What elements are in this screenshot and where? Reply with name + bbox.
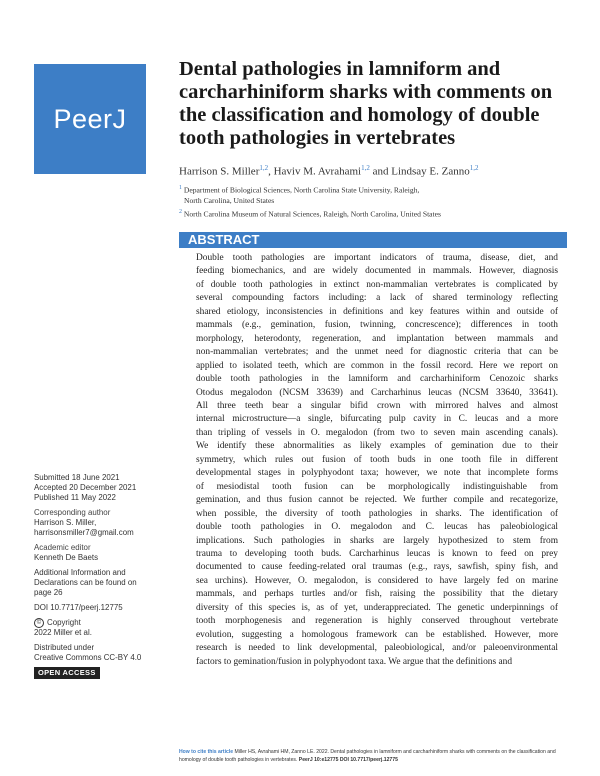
copyright-value: 2022 Miller et al.: [34, 628, 92, 637]
abstract-line: Double tooth pathologies are important indicators of trauma, disease, diet, and: [196, 253, 558, 263]
author-name[interactable]: Lindsay E. Zanno: [391, 165, 470, 178]
abstract-line: diversity of this species is, as of yet, underappreciated. The genetic underpinnings of: [196, 602, 558, 613]
abstract-line: internal microstructure—a single, bifurcating pulp cavity in C. leucas and a more: [196, 414, 558, 425]
abstract-line: implications. Such pathologies in sharks are largely hypothesized to stem from: [196, 535, 558, 546]
abstract-line: factors to gemination/fusion in polyphyodont taxa. We argue that the definitions and: [196, 656, 513, 667]
author-affiliation-ref: 1,2: [469, 164, 479, 172]
affiliation: $^1$ Department of Biological Sciences, North Carolina State University, Raleigh, North Carolina, United States: [179, 185, 420, 205]
cite-label: How to cite this article: [179, 749, 234, 755]
author-affiliation-ref: 1,2: [361, 164, 370, 172]
abstract-line: mammals, and perhaps turtles and/or fish, raising the possibility that the dietary: [196, 589, 558, 600]
abstract-line: mammals (e.g., gemination, fusion, twinning, concrescence); differences in tooth: [196, 320, 558, 331]
abstract-line: research is needed to link developmental, paleobiological, and/or paleoenvironmental: [196, 643, 558, 654]
abstract-line: several compounding factors including: a lack of shared terminology reflecting: [196, 293, 558, 304]
abstract-line: gemination, and thus fusion cannot be rejected. We further compile and recategorize,: [196, 495, 558, 506]
doi-link[interactable]: DOI 10.7717/peerj.12775: [34, 603, 123, 612]
accepted-date: Accepted 20 December 2021: [34, 483, 137, 492]
published-date: Published 11 May 2022: [34, 493, 116, 502]
additional-info-line[interactable]: page 26: [34, 588, 63, 597]
distributed-label: Distributed under: [34, 643, 95, 652]
abstract-line: morphology, heterodonty, regeneration, and implantation between mammals and: [196, 333, 558, 344]
abstract-line: feeding biomechanics, and are widely documented in mammals. However, diagnosis: [196, 266, 558, 277]
author-list: Harrison S. Miller$^{1,2}$, Haviv M. Avrahami$^{1,2}$ and Lindsay E. Zanno$^{1,2}$: [179, 164, 479, 178]
abstract-line: tooth morphogenesis and regeneration is highly conserved throughout vertebrate: [196, 616, 558, 627]
peerj-logo: [34, 64, 146, 174]
open-access-badge: OPEN ACCESS: [34, 667, 100, 679]
corresponding-author-email[interactable]: harrisonsmiller7@gmail.com: [34, 528, 134, 537]
citation-footer: [179, 748, 574, 764]
article-info-sidebar: [34, 473, 174, 679]
abstract-line: than tripling of vessels in O. megalodon (from two to seven main ascending canals).: [196, 427, 558, 438]
submitted-date: Submitted 18 June 2021: [34, 473, 120, 482]
abstract-line: developmental stages in polyphyodont taxa; however, we note that incomplete forms: [196, 468, 558, 479]
abstract-line: We identify these abnormalities as likely examples of gemination due to their: [196, 441, 558, 452]
abstract-line: double tooth pathologies in the lamniform and carcharhiniform Cenozoic sharks: [196, 374, 558, 385]
corresponding-author-label: Corresponding author: [34, 508, 111, 517]
abstract-line: shared etiology, inconsistencies in definitions and key features within and outside of: [196, 306, 558, 317]
abstract-line: of mesiodistal tooth fusion can be morphologically indistinguishable from: [196, 481, 558, 492]
affiliation: $^2$ North Carolina Museum of Natural Sciences, Raleigh, North Carolina, United States: [179, 209, 441, 219]
article-title: Dental pathologies in lamniform and carcharhiniform sharks with comments on the classification and homology of double tooth pathologies in vertebrates: [179, 58, 553, 149]
copyright-icon: ©: [34, 618, 44, 628]
abstract-line: applied to isolated teeth, which are common in the fossil record. Here we report on: [196, 360, 558, 371]
copyright-label: Copyright: [47, 618, 81, 627]
doi-reference[interactable]: DOI 10.7717/peerj.12775: [339, 757, 398, 763]
abstract-heading: ABSTRACT: [179, 232, 567, 248]
author-affiliation-ref: 1,2: [259, 164, 269, 172]
copyright-label-row: [34, 618, 174, 628]
abstract-line: sea urchins). However, O. megalodon, is considered to have largely fed on marine: [196, 575, 558, 586]
author-name[interactable]: Harrison S. Miller: [179, 165, 260, 178]
cite-text: Miller HS, Avrahami HM, Zanno LE. 2022. Dental pathologies in lamniform and carcharhiniform sharks with comments on the classification and homology of double tooth pathologies in vertebrates.: [179, 749, 556, 763]
abstract-line: trauma to developing tooth buds. Carcharhinus leucas is known to feed on prey: [196, 548, 558, 559]
author-name[interactable]: Haviv M. Avrahami: [273, 165, 362, 178]
abstract-line: documented to cause feeding-related oral traumas (e.g., rays, sawfish, spiny fish, and: [196, 562, 558, 573]
abstract-line: symmetry, which rules out fusion of tooth buds in one tooth file in different: [196, 454, 558, 465]
additional-info-line[interactable]: Declarations can be found on: [34, 578, 137, 587]
abstract-line: of double tooth pathologies in extinct non-mammalian vertebrates is complicated by: [196, 279, 558, 290]
license-link[interactable]: Creative Commons CC-BY 4.0: [34, 653, 142, 662]
abstract-line: All three teeth bear a singular bifid crown with mirrored halves and almost: [196, 400, 558, 411]
abstract-line: when possible, the diversity of tooth pathologies in sharks. The identification of: [196, 508, 558, 519]
journal-reference: PeerJ 10:e12775: [298, 757, 339, 763]
abstract-line: double tooth pathologies in O. megalodon and C. leucas has paleobiological: [196, 522, 558, 533]
abstract-line: Otodus megalodon (NCSM 33639) and Carcharhinus leucas (NCSM 33640, 33641).: [196, 387, 558, 398]
abstract-body: [196, 252, 558, 669]
additional-info-line[interactable]: Additional Information and: [34, 568, 126, 577]
abstract-line: evolution, suggesting a homologous framework can be established. However, more: [196, 629, 558, 640]
abstract-line: non-mammalian vertebrates; and the unmet need for diagnostic criteria that can be: [196, 347, 558, 358]
academic-editor-name: Kenneth De Baets: [34, 553, 99, 562]
logo-text: PeerJ: [53, 103, 127, 134]
corresponding-author-name: Harrison S. Miller,: [34, 518, 97, 527]
academic-editor-label: Academic editor: [34, 543, 91, 552]
